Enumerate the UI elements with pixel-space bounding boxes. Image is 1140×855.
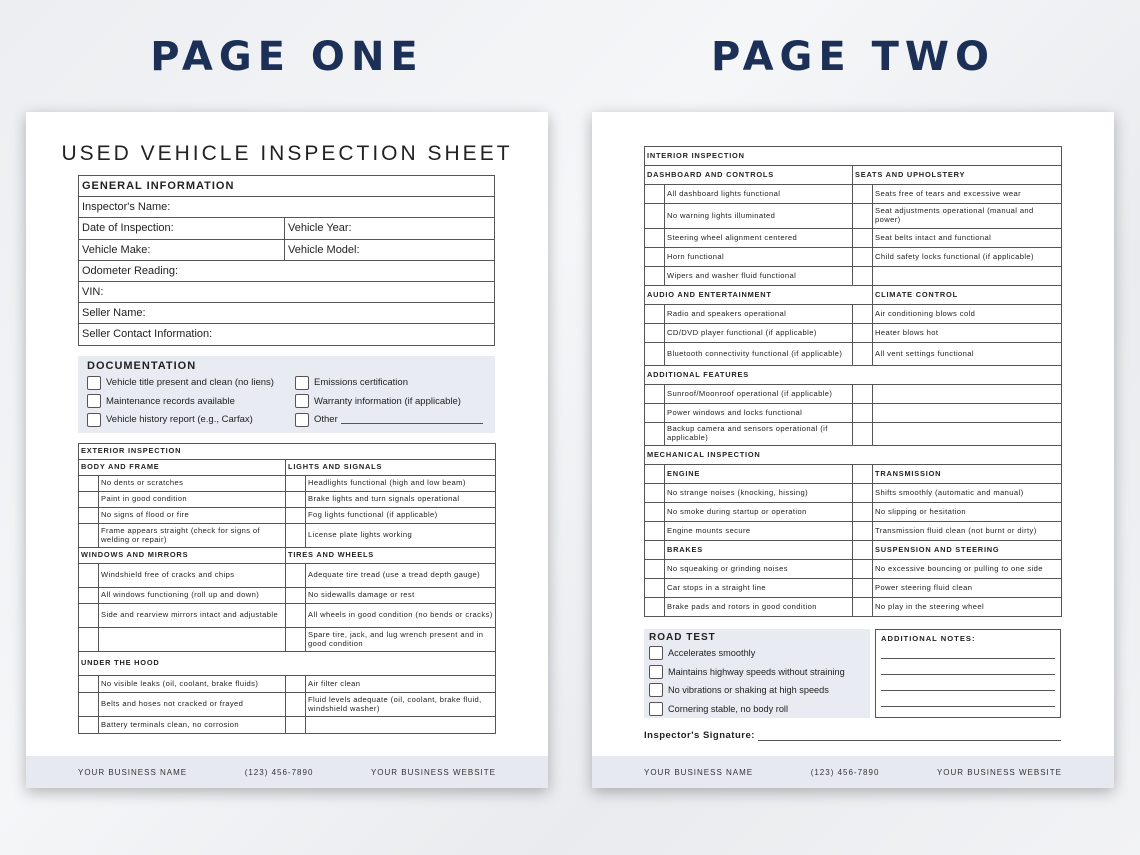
windows-mirrors-heading: WINDOWS AND MIRRORS <box>79 548 286 564</box>
check-box[interactable] <box>79 717 99 734</box>
business-phone: (123) 456-7890 <box>810 767 880 777</box>
check-box[interactable] <box>645 598 665 617</box>
seller-name-field[interactable]: Seller Name: <box>79 303 495 324</box>
audio-entertainment-heading: AUDIO AND ENTERTAINMENT <box>645 286 873 305</box>
vehicle-year-field[interactable]: Vehicle Year: <box>285 218 495 239</box>
checkbox[interactable] <box>87 413 101 427</box>
check-box[interactable] <box>286 476 306 492</box>
check-box[interactable] <box>645 248 665 267</box>
general-information-heading: GENERAL INFORMATION <box>79 176 495 197</box>
road-test-label: Accelerates smoothly <box>668 648 756 659</box>
page-two <box>592 112 1114 788</box>
exterior-inspection-heading: EXTERIOR INSPECTION <box>79 444 496 460</box>
check-box[interactable] <box>645 204 665 229</box>
item-label: Belts and hoses not cracked or frayed <box>99 693 286 717</box>
item-label: No warning lights illuminated <box>665 204 853 229</box>
item-label: Spare tire, jack, and lug wrench present and in good condition <box>306 628 496 652</box>
checkbox[interactable] <box>87 376 101 390</box>
documentation-section <box>78 356 495 433</box>
check-box[interactable] <box>286 564 306 588</box>
doc-item-label: Vehicle title present and clean (no liens) <box>106 377 274 389</box>
check-box[interactable] <box>645 522 665 541</box>
item-label: Seats free of tears and excessive wear <box>873 185 1062 204</box>
check-box[interactable] <box>645 267 665 286</box>
check-box[interactable] <box>853 522 873 541</box>
item-label <box>99 628 286 652</box>
check-box[interactable] <box>853 229 873 248</box>
check-box[interactable] <box>79 693 99 717</box>
check-box[interactable] <box>645 503 665 522</box>
item-label: Transmission fluid clean (not burnt or dirty) <box>873 522 1062 541</box>
item-label: Power steering fluid clean <box>873 579 1062 598</box>
check-box[interactable] <box>286 693 306 717</box>
item-label <box>873 267 1062 286</box>
item-label: Brake pads and rotors in good condition <box>665 598 853 617</box>
empty-cell <box>873 385 1062 404</box>
road-test-item <box>649 681 865 700</box>
page-one <box>26 112 548 788</box>
check-box[interactable] <box>286 508 306 524</box>
check-box[interactable] <box>79 604 99 628</box>
item-label: Bluetooth connectivity functional (if applicable) <box>665 343 853 366</box>
seller-contact-field[interactable]: Seller Contact Information: <box>79 324 495 345</box>
item-label: Sunroof/Moonroof operational (if applicable) <box>665 385 853 404</box>
item-label: CD/DVD player functional (if applicable) <box>665 324 853 343</box>
check-box[interactable] <box>853 248 873 267</box>
page-one-footer <box>26 756 548 788</box>
page-two-footer <box>592 756 1114 788</box>
check-box[interactable] <box>286 492 306 508</box>
check-box[interactable] <box>79 492 99 508</box>
signature-row <box>644 730 1061 741</box>
under-hood-heading: UNDER THE HOOD <box>79 652 496 676</box>
check-box[interactable] <box>79 476 99 492</box>
item-label: Adequate tire tread (use a tread depth gauge) <box>306 564 496 588</box>
item-label: Car stops in a straight line <box>665 579 853 598</box>
check-box[interactable] <box>645 465 665 484</box>
item-label: Air filter clean <box>306 676 496 693</box>
check-box[interactable] <box>853 560 873 579</box>
road-test-label: No vibrations or shaking at high speeds <box>668 685 829 696</box>
check-box[interactable] <box>286 628 306 652</box>
business-name: YOUR BUSINESS NAME <box>78 767 188 777</box>
vin-field[interactable]: VIN: <box>79 281 495 302</box>
doc-item-label: Emissions certification <box>314 377 408 389</box>
business-website: YOUR BUSINESS WEBSITE <box>370 767 496 777</box>
engine-heading: ENGINE <box>665 465 853 484</box>
item-label: Air conditioning blows cold <box>873 305 1062 324</box>
check-box[interactable] <box>286 604 306 628</box>
item-label: Fluid levels adequate (oil, coolant, brake fluid, windshield washer) <box>306 693 496 717</box>
checkbox[interactable] <box>649 683 663 697</box>
doc-item-label: Warranty information (if applicable) <box>314 395 461 407</box>
item-label: Brake lights and turn signals operational <box>306 492 496 508</box>
item-label: Frame appears straight (check for signs of welding or repair) <box>99 524 286 548</box>
item-label: No excessive bouncing or pulling to one side <box>873 560 1062 579</box>
transmission-heading: TRANSMISSION <box>873 465 1062 484</box>
check-box[interactable] <box>79 508 99 524</box>
check-box[interactable] <box>853 385 873 404</box>
check-box[interactable] <box>645 423 665 446</box>
check-box[interactable] <box>79 524 99 548</box>
check-box[interactable] <box>853 484 873 503</box>
check-box[interactable] <box>853 267 873 286</box>
sheet-title: USED VEHICLE INSPECTION SHEET <box>61 142 513 165</box>
check-box[interactable] <box>645 343 665 366</box>
checkbox[interactable] <box>649 702 663 716</box>
doc-item-label: Other <box>314 414 338 426</box>
mechanical-inspection-heading: MECHANICAL INSPECTION <box>645 446 1062 465</box>
business-phone: (123) 456-7890 <box>244 767 314 777</box>
check-box[interactable] <box>645 229 665 248</box>
check-box[interactable] <box>645 484 665 503</box>
road-test-label: Cornering stable, no body roll <box>668 703 789 714</box>
item-label: Engine mounts secure <box>665 522 853 541</box>
checkbox[interactable] <box>295 376 309 390</box>
note-line[interactable] <box>881 643 1055 659</box>
item-label: No strange noises (knocking, hissing) <box>665 484 853 503</box>
check-box[interactable] <box>645 305 665 324</box>
page-two-heading: PAGE TWO <box>710 34 996 80</box>
check-box[interactable] <box>645 385 665 404</box>
doc-item <box>295 412 495 428</box>
road-test-heading: ROAD TEST <box>649 632 716 643</box>
item-label: No dents or scratches <box>99 476 286 492</box>
check-box[interactable] <box>79 628 99 652</box>
note-line[interactable] <box>881 659 1055 675</box>
check-box[interactable] <box>645 560 665 579</box>
empty-cell <box>873 423 1062 446</box>
item-label: All dashboard lights functional <box>665 185 853 204</box>
check-box[interactable] <box>853 598 873 617</box>
check-box[interactable] <box>853 541 873 560</box>
item-label: Fog lights functional (if applicable) <box>306 508 496 524</box>
inspector-name-field[interactable]: Inspector's Name: <box>79 197 495 218</box>
item-label: No squeaking or grinding noises <box>665 560 853 579</box>
check-box[interactable] <box>853 579 873 598</box>
vehicle-model-field[interactable]: Vehicle Model: <box>285 239 495 260</box>
check-box[interactable] <box>853 185 873 204</box>
item-label: No visible leaks (oil, coolant, brake fluids) <box>99 676 286 693</box>
brakes-heading: BRAKES <box>665 541 853 560</box>
signature-line[interactable] <box>758 730 1061 741</box>
item-label: Headlights functional (high and low beam) <box>306 476 496 492</box>
item-label: Windshield free of cracks and chips <box>99 564 286 588</box>
other-write-line[interactable] <box>341 415 483 424</box>
documentation-heading: DOCUMENTATION <box>87 360 197 372</box>
item-label: Child safety locks functional (if applicable) <box>873 248 1062 267</box>
item-label: License plate lights working <box>306 524 496 548</box>
business-name: YOUR BUSINESS NAME <box>644 767 754 777</box>
check-box[interactable] <box>853 465 873 484</box>
item-label: Wipers and washer fluid functional <box>665 267 853 286</box>
check-box[interactable] <box>286 588 306 604</box>
check-box[interactable] <box>853 305 873 324</box>
item-label: Seat belts intact and functional <box>873 229 1062 248</box>
general-information-table <box>78 175 495 346</box>
doc-item-label: Vehicle history report (e.g., Carfax) <box>106 414 253 426</box>
doc-item <box>295 375 495 391</box>
check-box[interactable] <box>853 503 873 522</box>
lights-signals-heading: LIGHTS AND SIGNALS <box>286 460 496 476</box>
check-box[interactable] <box>286 717 306 734</box>
item-label: No smoke during startup or operation <box>665 503 853 522</box>
page-one-heading: PAGE ONE <box>150 34 424 80</box>
interior-inspection-table <box>644 146 1062 617</box>
item-label: All vent settings functional <box>873 343 1062 366</box>
item-label: Side and rearview mirrors intact and adjustable <box>99 604 286 628</box>
check-box[interactable] <box>645 579 665 598</box>
signature-label: Inspector's Signature: <box>644 730 755 741</box>
road-test-section <box>644 629 870 718</box>
check-box[interactable] <box>853 423 873 446</box>
check-box[interactable] <box>853 204 873 229</box>
check-box[interactable] <box>79 676 99 693</box>
doc-item <box>87 375 295 391</box>
tires-wheels-heading: TIRES AND WHEELS <box>286 548 496 564</box>
item-label <box>306 717 496 734</box>
checkbox[interactable] <box>295 394 309 408</box>
item-label: All wheels in good condition (no bends or cracks) <box>306 604 496 628</box>
doc-item <box>87 394 295 410</box>
checkbox[interactable] <box>649 665 663 679</box>
item-label: No sidewalls damage or rest <box>306 588 496 604</box>
item-label: Power windows and locks functional <box>665 404 853 423</box>
check-box[interactable] <box>853 324 873 343</box>
additional-features-heading: ADDITIONAL FEATURES <box>645 366 1062 385</box>
item-label: All windows functioning (roll up and down) <box>99 588 286 604</box>
checkbox[interactable] <box>649 646 663 660</box>
check-box[interactable] <box>853 343 873 366</box>
seats-upholstery-heading: SEATS AND UPHOLSTERY <box>853 166 1062 185</box>
dashboard-controls-heading: DASHBOARD AND CONTROLS <box>645 166 853 185</box>
suspension-steering-heading: SUSPENSION AND STEERING <box>873 541 1062 560</box>
doc-item <box>87 412 295 428</box>
check-box[interactable] <box>645 404 665 423</box>
road-test-item <box>649 644 865 663</box>
item-label: Seat adjustments operational (manual and power) <box>873 204 1062 229</box>
item-label: No signs of flood or fire <box>99 508 286 524</box>
business-website: YOUR BUSINESS WEBSITE <box>936 767 1062 777</box>
checkbox[interactable] <box>295 413 309 427</box>
doc-item-label: Maintenance records available <box>106 395 235 407</box>
note-line[interactable] <box>881 675 1055 691</box>
item-label: No play in the steering wheel <box>873 598 1062 617</box>
item-label: Backup camera and sensors operational (if applicable) <box>665 423 853 446</box>
note-line[interactable] <box>881 691 1055 707</box>
check-box[interactable] <box>853 404 873 423</box>
check-box[interactable] <box>645 541 665 560</box>
interior-inspection-heading: INTERIOR INSPECTION <box>645 147 1062 166</box>
check-box[interactable] <box>286 676 306 693</box>
road-test-item <box>649 700 865 719</box>
body-frame-heading: BODY AND FRAME <box>79 460 286 476</box>
check-box[interactable] <box>645 324 665 343</box>
additional-notes-box[interactable] <box>875 629 1061 718</box>
climate-control-heading: CLIMATE CONTROL <box>873 286 1062 305</box>
odometer-reading-field[interactable]: Odometer Reading: <box>79 260 495 281</box>
item-label: Paint in good condition <box>99 492 286 508</box>
road-test-label: Maintains highway speeds without straining <box>668 666 845 677</box>
date-of-inspection-field[interactable]: Date of Inspection: <box>79 218 285 239</box>
item-label: Shifts smoothly (automatic and manual) <box>873 484 1062 503</box>
item-label: Heater blows hot <box>873 324 1062 343</box>
check-box[interactable] <box>79 564 99 588</box>
doc-item <box>295 394 495 410</box>
checkbox[interactable] <box>87 394 101 408</box>
additional-notes-heading: ADDITIONAL NOTES: <box>881 634 976 643</box>
item-label: Radio and speakers operational <box>665 305 853 324</box>
exterior-inspection-table <box>78 443 496 734</box>
vehicle-make-field[interactable]: Vehicle Make: <box>79 239 285 260</box>
item-label: Steering wheel alignment centered <box>665 229 853 248</box>
item-label: No slipping or hesitation <box>873 503 1062 522</box>
check-box[interactable] <box>645 185 665 204</box>
road-test-item <box>649 663 865 682</box>
item-label: Battery terminals clean, no corrosion <box>99 717 286 734</box>
empty-cell <box>873 404 1062 423</box>
check-box[interactable] <box>286 524 306 548</box>
check-box[interactable] <box>79 588 99 604</box>
item-label: Horn functional <box>665 248 853 267</box>
